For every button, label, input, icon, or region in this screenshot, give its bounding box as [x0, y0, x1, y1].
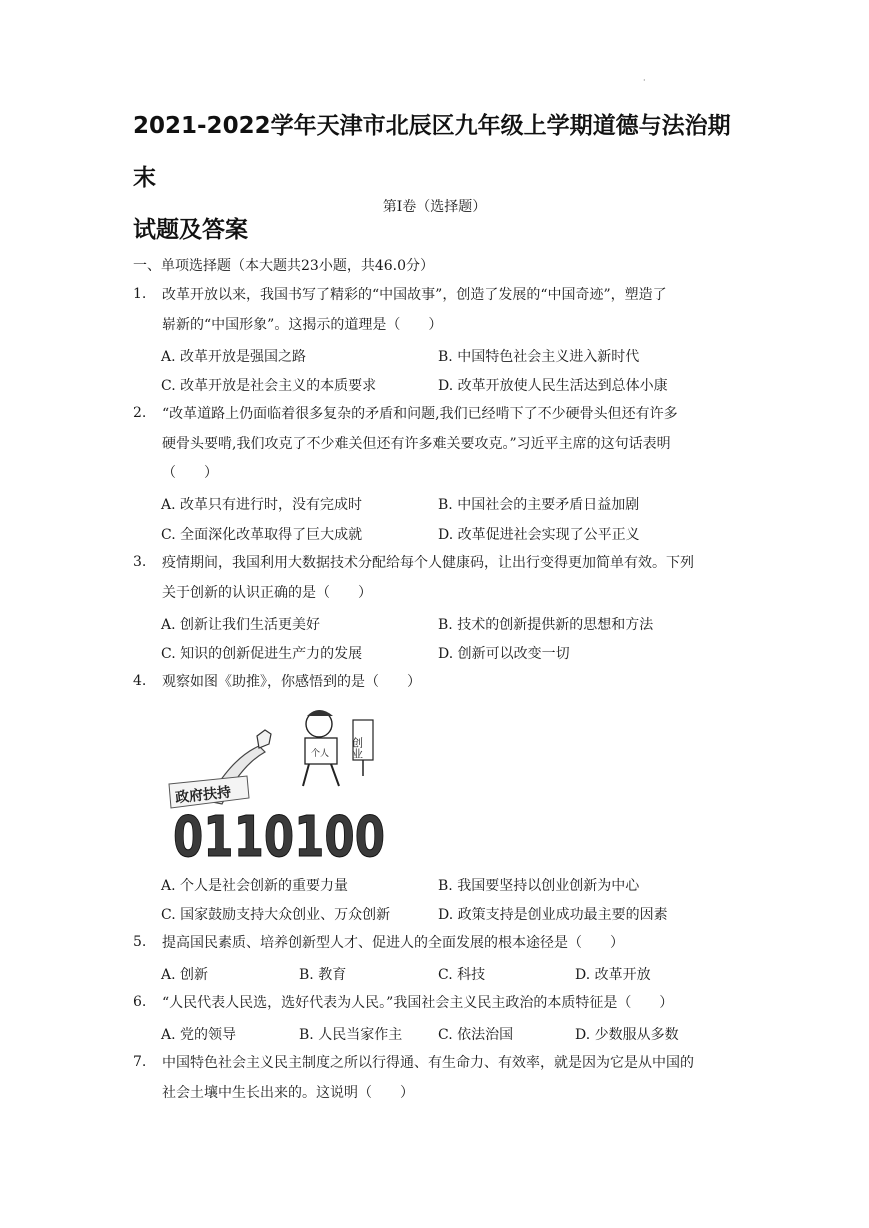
option-b: B. 中国特色社会主义进入新时代: [438, 349, 640, 365]
option-d: D. 创新可以改变一切: [438, 646, 570, 662]
question-stem-line: 疫情期间，我国利用大数据技术分配给每个人健康码，让出行变得更加简单有效。下列: [162, 555, 694, 571]
hand: [257, 730, 271, 748]
question-stem-line: 观察如图《助推》，你感悟到的是（ ）: [162, 674, 421, 690]
question-stem-line: 中国特色社会主义民主制度之所以行得通、有生命力、有效率，就是因为它是从中国的: [162, 1055, 694, 1071]
option-b: B. 教育: [299, 967, 347, 983]
option-d: D. 改革开放: [575, 967, 651, 983]
option-a: A. 改革只有进行时，没有完成时: [161, 497, 363, 513]
question-stem-line: 崭新的“中国形象”。这揭示的道理是（ ）: [162, 317, 443, 333]
question-stem-line: “人民代表人民选，选好代表为人民。”我国社会主义民主政治的本质特征是（ ）: [162, 995, 674, 1011]
header-mark: ·: [643, 76, 646, 85]
person-label: 个人: [311, 749, 330, 759]
person-hair: [307, 710, 333, 716]
section-title: 第Ⅰ卷（选择题）: [382, 199, 487, 215]
question-number: 4.: [133, 673, 147, 689]
option-b: B. 技术的创新提供新的思想和方法: [438, 617, 654, 633]
option-c: C. 改革开放是社会主义的本质要求: [161, 378, 377, 394]
option-d: D. 改革促进社会实现了公平正义: [438, 527, 640, 543]
cartoon-figure: [167, 706, 391, 870]
question-number: 7.: [133, 1054, 147, 1070]
option-d: D. 改革开放使人民生活达到总体小康: [438, 378, 668, 394]
option-a: A. 改革开放是强国之路: [161, 349, 307, 365]
question-number: 2.: [133, 405, 147, 421]
option-b: B. 中国社会的主要矛盾日益加剧: [438, 497, 640, 513]
option-a: A. 创新: [161, 967, 209, 983]
option-a: A. 党的领导: [161, 1027, 237, 1043]
question-stem-line: （ ）: [162, 465, 218, 481]
option-b: B. 人民当家作主: [299, 1027, 403, 1043]
title-line-2: 试题及答案: [133, 217, 248, 243]
title-line-1: 2021-2022学年天津市北辰区九年级上学期道德与法治期末: [133, 113, 731, 191]
banner-text: 政府扶持: [174, 784, 232, 807]
cartoon-illustration: [167, 706, 391, 870]
option-a: A. 创新让我们生活更美好: [161, 617, 321, 633]
option-a: A. 个人是社会创新的重要力量: [161, 878, 349, 894]
digit-blocks: 0110100: [173, 805, 385, 870]
option-c: C. 科技: [438, 967, 486, 983]
part-heading: 一、单项选择题（本大题共23小题，共46.0分）: [133, 258, 434, 274]
question-stem-line: “改革道路上仍面临着很多复杂的矛盾和问题,我们已经啃下了不少硬骨头但还有许多: [162, 406, 678, 422]
question-number: 5.: [133, 934, 147, 950]
option-c: C. 知识的创新促进生产力的发展: [161, 646, 363, 662]
question-number: 6.: [133, 994, 147, 1010]
person-legs: [303, 764, 339, 786]
option-c: C. 依法治国: [438, 1027, 514, 1043]
option-c: C. 全面深化改革取得了巨大成就: [161, 527, 363, 543]
question-number: 1.: [133, 286, 147, 302]
question-stem-line: 改革开放以来，我国书写了精彩的“中国故事”，创造了发展的“中国奇迹”，塑造了: [162, 287, 667, 303]
question-stem-line: 社会土壤中生长出来的。这说明（ ）: [162, 1085, 414, 1101]
question-stem-line: 提高国民素质、培养创新型人才、促进人的全面发展的根本途径是（ ）: [162, 935, 624, 951]
option-b: B. 我国要坚持以创业创新为中心: [438, 878, 640, 894]
question-number: 3.: [133, 554, 147, 570]
option-d: D. 政策支持是创业成功最主要的因素: [438, 907, 668, 923]
option-d: D. 少数服从多数: [575, 1027, 679, 1043]
page-title: [133, 100, 753, 256]
option-c: C. 国家鼓励支持大众创业、万众创新: [161, 907, 391, 923]
question-stem-line: 硬骨头要啃,我们攻克了不少难关但还有许多难关要攻克。”习近平主席的这句话表明: [162, 436, 671, 452]
question-stem-line: 关于创新的认识正确的是（ ）: [162, 585, 372, 601]
sign-text: 创业: [350, 737, 364, 759]
